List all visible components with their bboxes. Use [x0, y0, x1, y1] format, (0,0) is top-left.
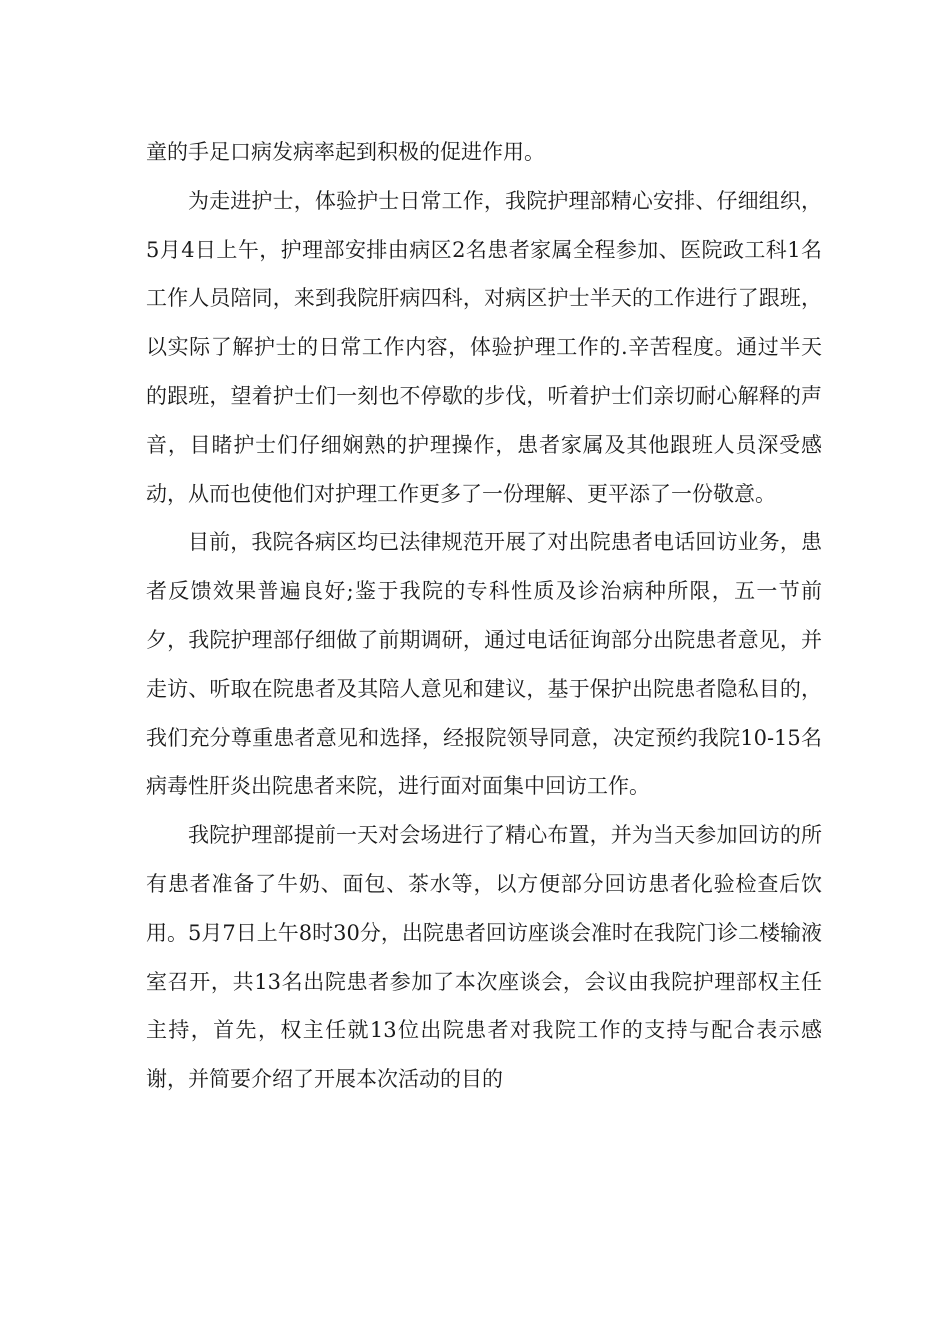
document-body	[146, 128, 822, 1104]
paragraph-meeting-arrangement: 我院护理部提前一天对会场进行了精心布置，并为当天参加回访的所有患者准备了牛奶、面包、茶水等，以方便部分回访患者化验检查后饮用。5月7日上午8时30分，出院患者回访座谈会准时在我院门诊二楼输液室召开，共13名出院患者参加了本次座谈会，会议由我院护理部权主任主持，首先，权主任就13位出院患者对我院工作的支持与配合表示感谢，并简要介绍了开展本次活动的目的	[146, 823, 822, 1092]
paragraph-follow-up-visit: 目前，我院各病区均已法律规范开展了对出院患者电话回访业务，患者反馈效果普遍良好;鉴于我院的专科性质及诊治病种所限，五一节前夕，我院护理部仔细做了前期调研，通过电话征询部分出院患者意见，并走访、听取在院患者及其陪人意见和建议，基于保护出院患者隐私目的，我们充分尊重患者意见和选择，经报院领导同意，决定预约我院10-15名病毒性肝炎出院患者来院，进行面对面集中回访工作。	[146, 530, 822, 799]
paragraph-continuation: 童的手足口病发病率起到积极的促进作用。	[146, 140, 545, 164]
paragraph-nurse-experience: 为走进护士，体验护士日常工作，我院护理部精心安排、仔细组织，5月4日上午，护理部安排由病区2名患者家属全程参加、医院政工科1名工作人员陪同，来到我院肝病四科，对病区护士半天的工作进行了跟班，以实际了解护士的日常工作内容，体验护理工作的.辛苦程度。通过半天的跟班，望着护士们一刻也不停歇的步伐，听着护士们亲切耐心解释的声音，目睹护士们仔细娴熟的护理操作，患者家属及其他跟班人员深受感动，从而也使他们对护理工作更多了一份理解、更平添了一份敬意。	[146, 188, 822, 506]
